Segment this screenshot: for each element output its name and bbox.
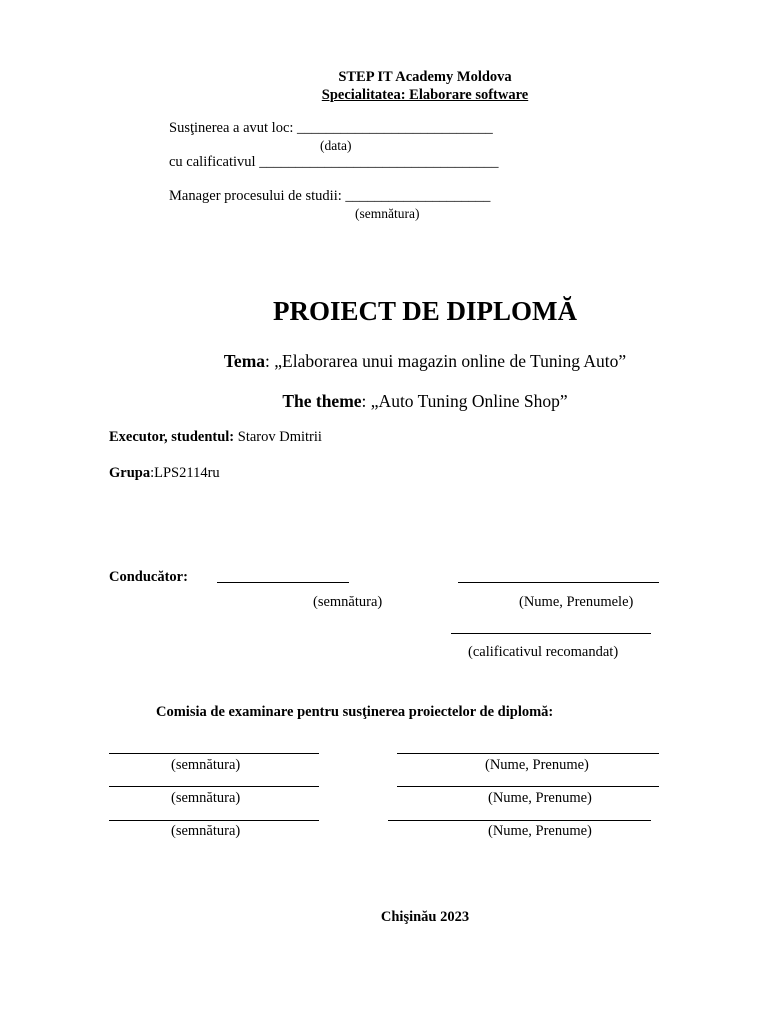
supervisor-label: Conducător: bbox=[109, 569, 188, 585]
supervisor-name-line bbox=[458, 582, 659, 583]
commission-signature-line-3 bbox=[109, 820, 319, 821]
specialty-heading: Specialitatea: Elaborare software bbox=[321, 87, 529, 103]
document-title: PROIECT DE DIPLOMĂ bbox=[272, 296, 578, 326]
defense-date-line bbox=[169, 119, 493, 137]
supervisor-name-caption: (Nume, Prenumele) bbox=[519, 594, 634, 610]
group-label: Grupa bbox=[109, 465, 151, 481]
group-value: :LPS2114ru bbox=[150, 465, 220, 481]
manager-signature-caption: (semnătura) bbox=[355, 206, 420, 221]
executor-line bbox=[109, 428, 322, 446]
defense-date-blank: ___________________________ bbox=[297, 120, 493, 136]
theme-value: : „Auto Tuning Online Shop” bbox=[361, 391, 568, 411]
tema-line bbox=[0, 350, 768, 372]
grade-blank: _________________________________ bbox=[259, 154, 499, 170]
place-and-year: Chişinău 2023 bbox=[380, 909, 470, 925]
executor-label: Executor, studentul: bbox=[109, 429, 235, 445]
grade-label: cu calificativul bbox=[169, 154, 260, 170]
commission-name-caption-3: (Nume, Prenume) bbox=[488, 823, 592, 839]
supervisor-signature-line bbox=[217, 582, 349, 583]
manager-line bbox=[169, 187, 490, 205]
group-line bbox=[109, 464, 220, 482]
commission-name-caption-2: (Nume, Prenume) bbox=[488, 790, 592, 806]
theme-line bbox=[0, 390, 768, 412]
commission-signature-caption-3: (semnătura) bbox=[171, 823, 241, 839]
manager-signature-blank: ____________________ bbox=[345, 188, 491, 204]
commission-name-line-2 bbox=[397, 786, 659, 787]
commission-signature-caption-2: (semnătura) bbox=[171, 790, 241, 806]
tema-value: : „Elaborarea unui magazin online de Tuning Auto” bbox=[265, 351, 627, 371]
commission-signature-line-2 bbox=[109, 786, 319, 787]
date-caption: (data) bbox=[320, 138, 352, 153]
commission-signature-caption-1: (semnătura) bbox=[171, 757, 241, 773]
manager-label: Manager procesului de studii: bbox=[169, 188, 346, 204]
recommended-grade-caption: (calificativul recomandat) bbox=[468, 644, 619, 660]
tema-label: Tema bbox=[223, 351, 266, 371]
defense-held-label: Susţinerea a avut loc: bbox=[169, 120, 298, 136]
commission-name-line-3 bbox=[388, 820, 651, 821]
grade-line bbox=[169, 153, 498, 171]
theme-label: The theme bbox=[282, 391, 362, 411]
supervisor-signature-caption: (semnătura) bbox=[313, 594, 383, 610]
institution-name: STEP IT Academy Moldova bbox=[338, 69, 512, 85]
commission-signature-line-1 bbox=[109, 753, 319, 754]
commission-heading: Comisia de examinare pentru susţinerea proiectelor de diplomă: bbox=[156, 704, 554, 720]
commission-name-line-1 bbox=[397, 753, 659, 754]
recommended-grade-line bbox=[451, 633, 651, 634]
executor-name: Starov Dmitrii bbox=[234, 429, 322, 445]
commission-name-caption-1: (Nume, Prenume) bbox=[485, 757, 589, 773]
